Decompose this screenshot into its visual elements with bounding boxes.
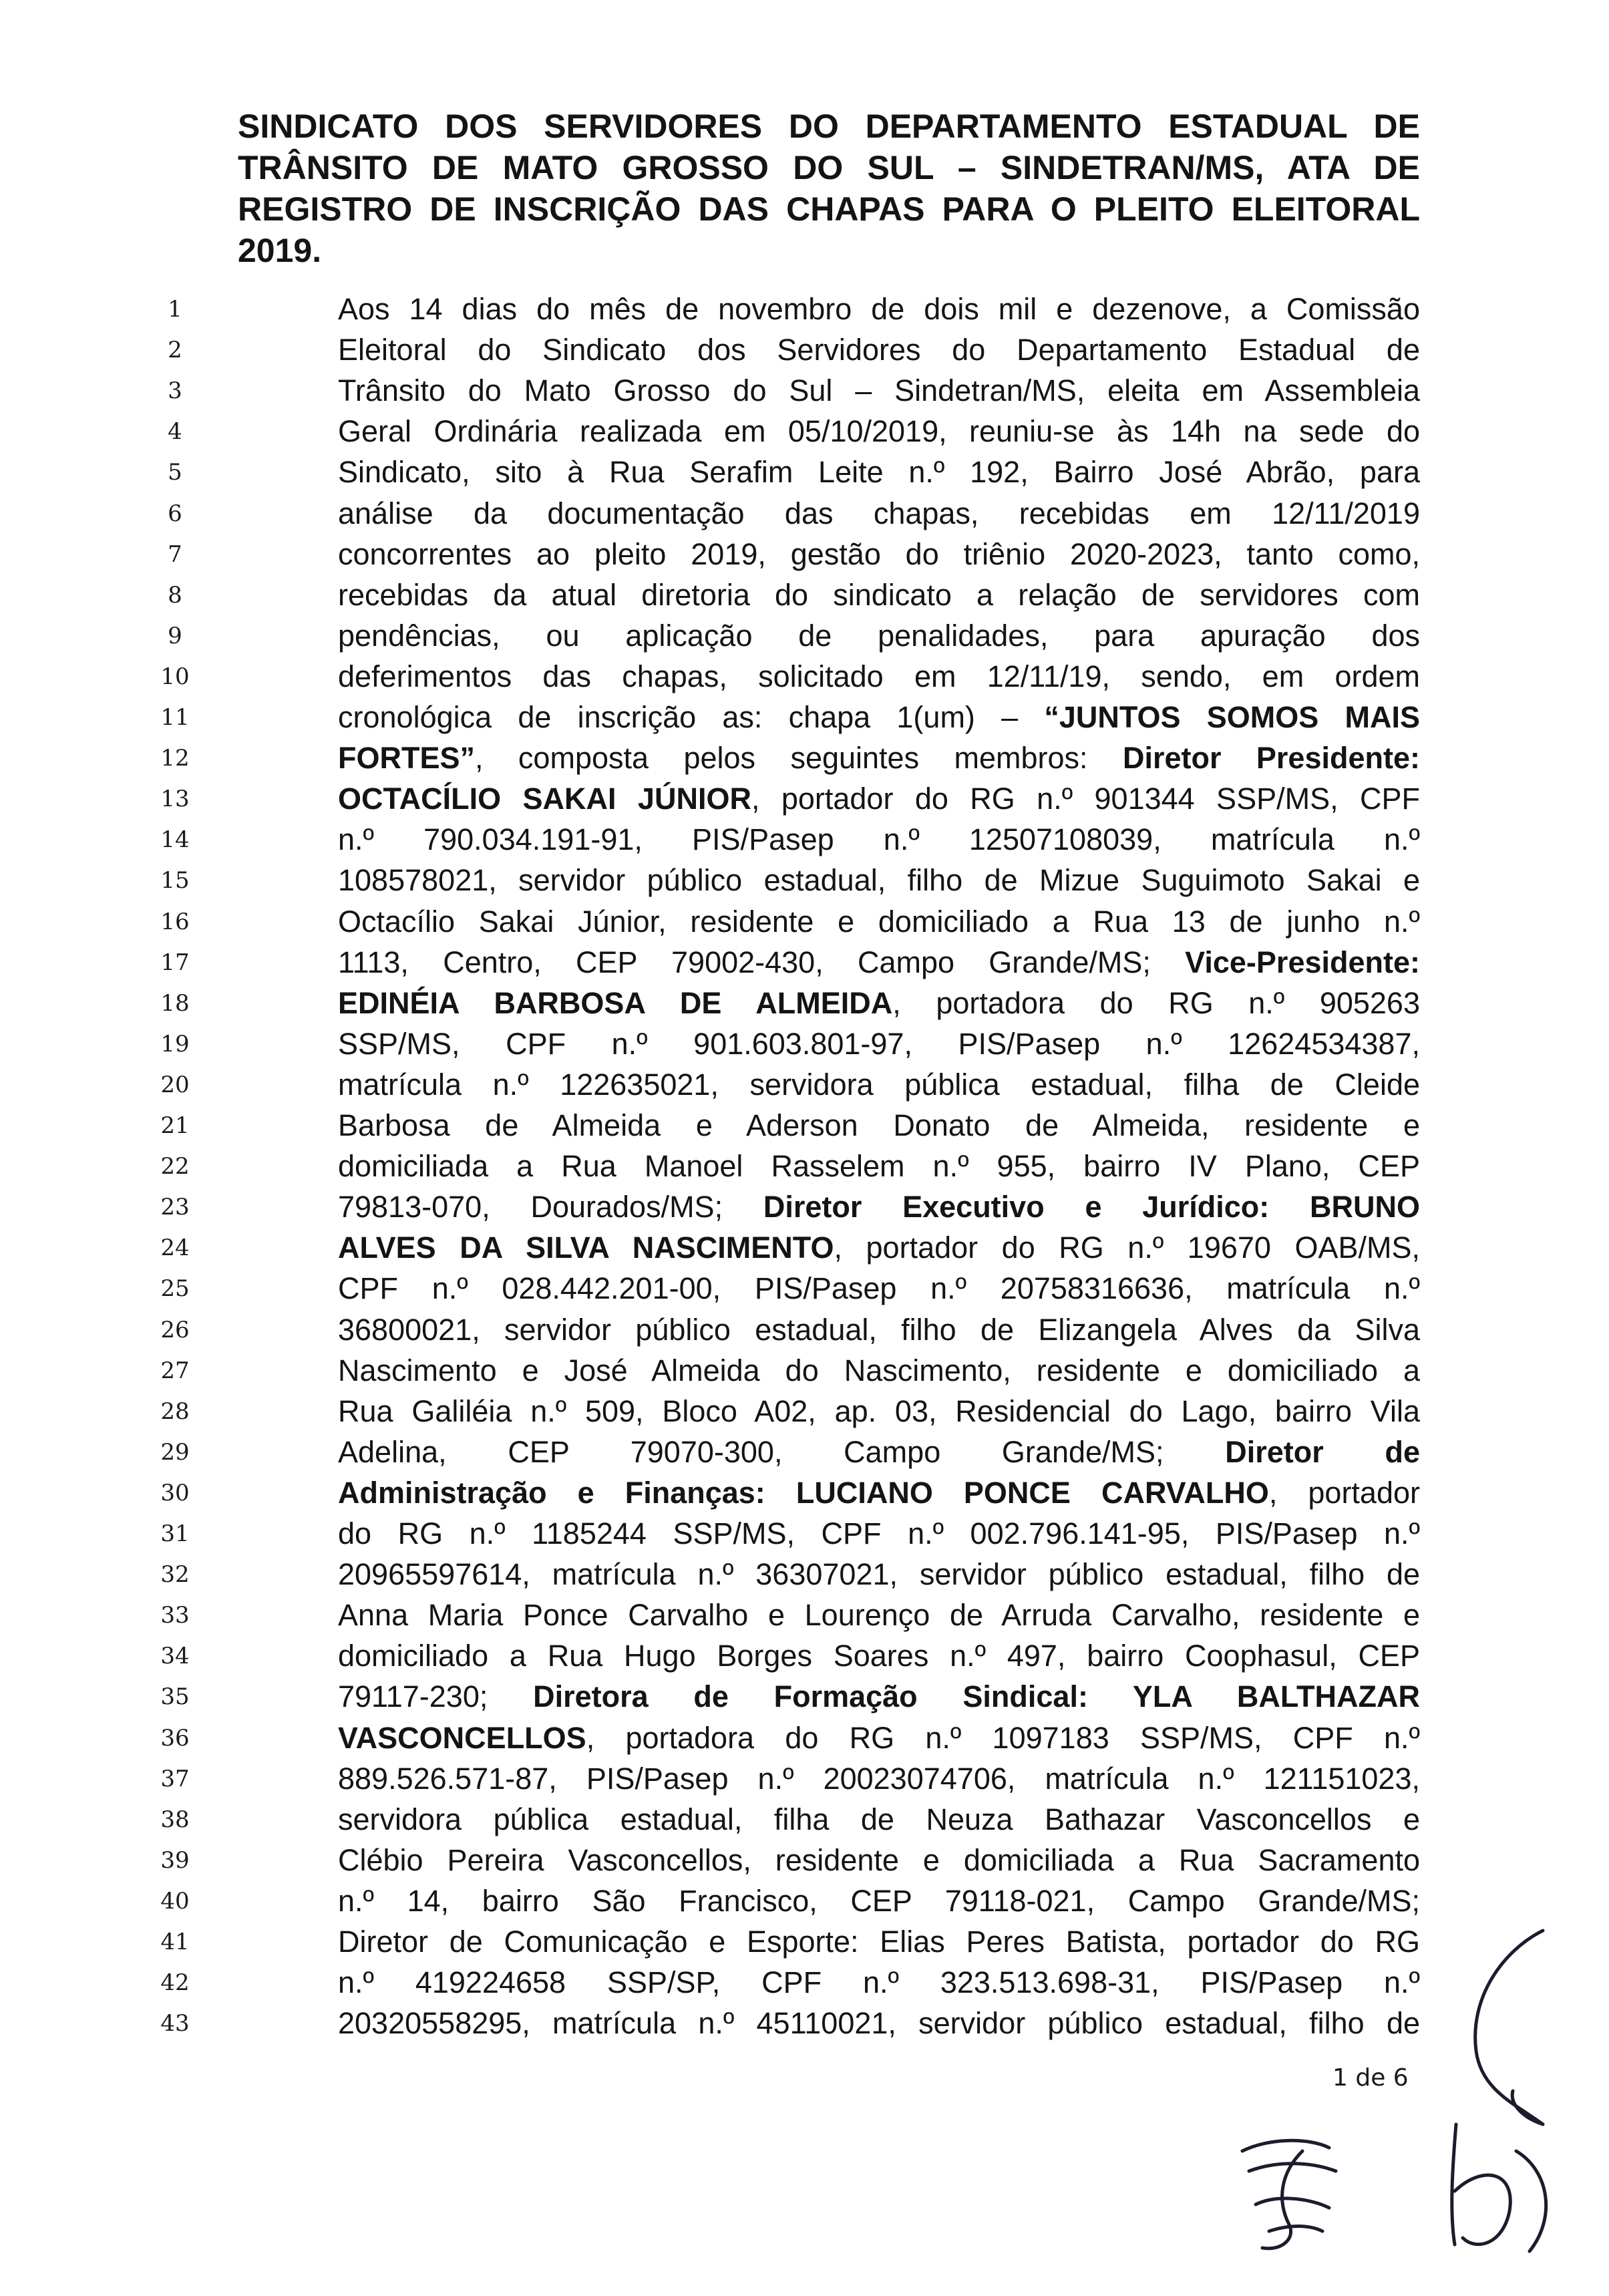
- text-run: , portador do RG n.º 19670 OAB/MS,: [834, 1231, 1420, 1265]
- line-number: 39: [160, 1846, 190, 1874]
- numbered-line: [0, 493, 1609, 534]
- text-run: Aos 14 dias do mês de novembro de dois mil e dezenove, a Comissão: [338, 292, 1420, 326]
- line-number: 19: [160, 1030, 190, 1057]
- text-run: Trânsito do Mato Grosso do Sul – Sindetran/MS, eleita em Assembleia: [338, 373, 1420, 408]
- numbered-line: [0, 370, 1609, 412]
- numbered-line: [0, 1513, 1609, 1554]
- line-number: 43: [160, 2010, 190, 2037]
- line-number: 3: [168, 377, 182, 405]
- text-run: 79117-230;: [338, 1679, 534, 1714]
- numbered-line: [0, 1268, 1609, 1309]
- numbered-line: [0, 1717, 1609, 1759]
- line-text: [338, 1595, 1420, 1636]
- text-run: Nascimento e José Almeida do Nascimento, residente e domiciliado a: [338, 1353, 1420, 1387]
- text-run: 20320558295, matrícula n.º 45110021, servidor público estadual, filho de: [338, 2006, 1420, 2041]
- text-run: domiciliado a Rua Hugo Borges Soares n.º 497, bairro Coophasul, CEP: [338, 1639, 1420, 1673]
- text-run: , portador: [1268, 1475, 1420, 1510]
- numbered-line: [0, 656, 1609, 697]
- text-run: 20965597614, matrícula n.º 36307021, servidor público estadual, filho de: [338, 1557, 1420, 1592]
- numbered-line: [0, 1227, 1609, 1269]
- line-number: 26: [160, 1316, 190, 1343]
- line-number: 22: [160, 1153, 190, 1180]
- bold-text: EDINÉIA BARBOSA DE ALMEIDA: [338, 985, 893, 1020]
- line-text: [338, 2003, 1420, 2044]
- text-run: Clébio Pereira Vasconcellos, residente e domiciliada a Rua Sacramento: [338, 1842, 1420, 1877]
- line-number: 12: [160, 745, 190, 772]
- line-number: 13: [160, 786, 190, 813]
- numbered-line: [0, 1840, 1609, 1881]
- numbered-line: [0, 819, 1609, 860]
- numbered-line: [0, 1105, 1609, 1146]
- line-text: [338, 575, 1420, 616]
- bold-text: Diretor Executivo e Jurídico: BRUNO: [763, 1190, 1420, 1224]
- text-run: n.º 419224658 SSP/SP, CPF n.º 323.513.698-31, PIS/Pasep n.º: [338, 1965, 1420, 2000]
- line-text: [338, 411, 1420, 452]
- line-text: [338, 1432, 1420, 1473]
- line-number: 34: [160, 1643, 190, 1670]
- line-text: [338, 1227, 1420, 1269]
- heading-line: SINDICATO DOS SERVIDORES DO DEPARTAMENTO ESTADUAL DE: [238, 108, 1420, 145]
- line-text: [338, 778, 1420, 820]
- line-text: [338, 1268, 1420, 1309]
- text-run: n.º 14, bairro São Francisco, CEP 79118-021, Campo Grande/MS;: [338, 1883, 1420, 1918]
- line-text: [338, 1350, 1420, 1391]
- line-text: [338, 1717, 1420, 1759]
- line-text: [338, 1513, 1420, 1554]
- line-number: 15: [160, 867, 190, 894]
- text-run: deferimentos das chapas, solicitado em 12/11/19, sendo, em ordem: [338, 659, 1420, 693]
- line-text: [338, 534, 1420, 575]
- bold-text: Diretor Presidente:: [1122, 741, 1420, 776]
- line-text: [338, 452, 1420, 493]
- text-run: Barbosa de Almeida e Aderson Donato de Almeida, residente e: [338, 1108, 1420, 1142]
- numbered-line: [0, 1554, 1609, 1595]
- line-number: 16: [160, 908, 190, 935]
- line-number: 30: [160, 1479, 190, 1506]
- numbered-line: [0, 452, 1609, 493]
- numbered-line: [0, 329, 1609, 371]
- handwritten-initials-left: [1229, 2124, 1349, 2258]
- line-text: [338, 1799, 1420, 1840]
- text-run: Anna Maria Ponce Carvalho e Lourenço de Arruda Carvalho, residente e: [338, 1598, 1420, 1633]
- text-run: Eleitoral do Sindicato dos Servidores do Departamento Estadual de: [338, 333, 1420, 367]
- handwritten-initials-right: [1436, 2111, 1570, 2265]
- line-number: 9: [168, 622, 182, 649]
- line-number: 14: [160, 826, 190, 854]
- text-run: 108578021, servidor público estadual, filho de Mizue Suguimoto Sakai e: [338, 863, 1420, 898]
- line-number: 41: [160, 1929, 190, 1955]
- text-run: domiciliada a Rua Manoel Rasselem n.º 955, bairro IV Plano, CEP: [338, 1149, 1420, 1184]
- line-number: 23: [160, 1194, 190, 1221]
- bold-text: FORTES”: [338, 741, 476, 776]
- line-text: [338, 615, 1420, 657]
- line-number: 24: [160, 1235, 190, 1262]
- bold-text: Vice-Presidente:: [1185, 945, 1420, 979]
- line-number: 35: [160, 1683, 190, 1711]
- numbered-line: [0, 1432, 1609, 1473]
- numbered-line: [0, 1064, 1609, 1106]
- bold-text: OCTACÍLIO SAKAI JÚNIOR: [338, 782, 751, 816]
- line-number: 7: [168, 540, 182, 568]
- numbered-line: [0, 1962, 1609, 2003]
- page-number: 1 de 6: [1332, 2064, 1409, 2092]
- numbered-line: [0, 1023, 1609, 1065]
- line-number: 2: [168, 337, 182, 364]
- text-run: Adelina, CEP 79070-300, Campo Grande/MS;: [338, 1434, 1226, 1469]
- text-run: , portador do RG n.º 901344 SSP/MS, CPF: [751, 782, 1420, 816]
- line-text: [338, 370, 1420, 412]
- line-text: [338, 289, 1420, 330]
- line-text: [338, 1635, 1420, 1677]
- line-text: [338, 1105, 1420, 1146]
- line-number: 38: [160, 1806, 190, 1833]
- line-text: [338, 942, 1420, 983]
- line-text: [338, 493, 1420, 534]
- text-run: 1113, Centro, CEP 79002-430, Campo Grande/MS;: [338, 945, 1186, 979]
- text-run: do RG n.º 1185244 SSP/MS, CPF n.º 002.796.141-95, PIS/Pasep n.º: [338, 1516, 1420, 1550]
- text-run: servidora pública estadual, filha de Neuza Bathazar Vasconcellos e: [338, 1802, 1420, 1836]
- line-text: [338, 1391, 1420, 1432]
- numbered-line: [0, 1595, 1609, 1636]
- line-text: [338, 1186, 1420, 1228]
- numbered-line: [0, 1921, 1609, 1963]
- line-text: [338, 1676, 1420, 1717]
- text-run: , composta pelos seguintes membros:: [475, 741, 1123, 776]
- line-number: 8: [168, 581, 182, 609]
- numbered-line: [0, 1146, 1609, 1187]
- text-run: Octacílio Sakai Júnior, residente e domiciliado a Rua 13 de junho n.º: [338, 904, 1420, 939]
- line-text: [338, 1840, 1420, 1881]
- line-number: 4: [168, 418, 182, 446]
- line-text: [338, 1758, 1420, 1800]
- line-number: 1: [168, 296, 182, 323]
- bold-text: VASCONCELLOS: [338, 1720, 586, 1755]
- text-run: 79813-070, Dourados/MS;: [338, 1190, 763, 1224]
- line-number: 37: [160, 1765, 190, 1792]
- text-run: , portadora do RG n.º 1097183 SSP/MS, CPF n.º: [586, 1720, 1420, 1755]
- line-text: [338, 1023, 1420, 1065]
- numbered-line: [0, 737, 1609, 779]
- heading-line: TRÂNSITO DE MATO GROSSO DO SUL – SINDETRAN/MS, ATA DE: [238, 149, 1420, 186]
- line-number: 29: [160, 1438, 190, 1466]
- text-run: 889.526.571-87, PIS/Pasep n.º 20023074706, matrícula n.º 121151023,: [338, 1761, 1420, 1796]
- numbered-line: [0, 983, 1609, 1024]
- line-number: 27: [160, 1357, 190, 1384]
- line-number: 20: [160, 1071, 190, 1098]
- line-text: [338, 983, 1420, 1024]
- numbered-line: [0, 2003, 1609, 2044]
- line-number: 6: [168, 500, 182, 527]
- numbered-line: [0, 901, 1609, 943]
- line-text: [338, 1309, 1420, 1351]
- numbered-line: [0, 411, 1609, 452]
- line-number: 32: [160, 1561, 190, 1589]
- numbered-line: [0, 778, 1609, 820]
- line-number: 36: [160, 1724, 190, 1752]
- text-run: pendências, ou aplicação de penalidades, para apuração dos: [338, 618, 1420, 653]
- numbered-line: [0, 942, 1609, 983]
- line-number: 10: [160, 663, 190, 690]
- line-number: 40: [160, 1887, 190, 1915]
- text-run: n.º 790.034.191-91, PIS/Pasep n.º 12507108039, matrícula n.º: [338, 822, 1420, 857]
- line-number: 42: [160, 1969, 190, 1997]
- text-run: CPF n.º 028.442.201-00, PIS/Pasep n.º 20758316636, matrícula n.º: [338, 1271, 1420, 1306]
- line-text: [338, 1554, 1420, 1595]
- bold-text: Diretor de: [1225, 1434, 1420, 1469]
- line-text: [338, 329, 1420, 371]
- numbered-line: [0, 534, 1609, 575]
- text-run: concorrentes ao pleito 2019, gestão do triênio 2020-2023, tanto como,: [338, 536, 1420, 571]
- line-number: 17: [160, 949, 190, 976]
- line-text: [338, 1146, 1420, 1187]
- line-text: [338, 1962, 1420, 2003]
- text-run: análise da documentação das chapas, recebidas em 12/11/2019: [338, 496, 1420, 530]
- text-run: matrícula n.º 122635021, servidora pública estadual, filha de Cleide: [338, 1067, 1420, 1102]
- text-run: Rua Galiléia n.º 509, Bloco A02, ap. 03, Residencial do Lago, bairro Vila: [338, 1393, 1420, 1428]
- bold-text: Administração e Finanças: LUCIANO PONCE CARVALHO: [338, 1475, 1269, 1510]
- line-text: [338, 656, 1420, 697]
- text-run: Sindicato, sito à Rua Serafim Leite n.º 192, Bairro José Abrão, para: [338, 455, 1420, 490]
- numbered-line: [0, 289, 1609, 330]
- line-text: [338, 860, 1420, 901]
- bold-text: Diretora de Formação Sindical: YLA BALTHAZAR: [533, 1679, 1420, 1714]
- numbered-line: [0, 1309, 1609, 1351]
- heading-line: REGISTRO DE INSCRIÇÃO DAS CHAPAS PARA O PLEITO ELEITORAL: [238, 190, 1420, 228]
- numbered-line: [0, 1880, 1609, 1922]
- numbered-line: [0, 1758, 1609, 1800]
- line-number: 21: [160, 1112, 190, 1139]
- bold-text: “JUNTOS SOMOS MAIS: [1044, 700, 1420, 734]
- text-run: SSP/MS, CPF n.º 901.603.801-97, PIS/Pasep n.º 12624534387,: [338, 1026, 1420, 1061]
- numbered-line: [0, 575, 1609, 616]
- numbered-line: [0, 697, 1609, 738]
- line-text: [338, 1472, 1420, 1514]
- text-run: Diretor de Comunicação e Esporte: Elias Peres Batista, portador do RG: [338, 1925, 1420, 1959]
- line-number: 31: [160, 1520, 190, 1547]
- text-run: recebidas da atual diretoria do sindicato a relação de servidores com: [338, 577, 1420, 612]
- numbered-line: [0, 1186, 1609, 1228]
- line-text: [338, 1921, 1420, 1963]
- text-run: , portadora do RG n.º 905263: [892, 985, 1420, 1020]
- line-text: [338, 697, 1420, 738]
- line-number: 18: [160, 989, 190, 1017]
- numbered-line: [0, 1676, 1609, 1717]
- text-run: cronológica de inscrição as: chapa 1(um) –: [338, 700, 1045, 734]
- numbered-line: [0, 860, 1609, 901]
- heading-line: 2019.: [238, 232, 322, 269]
- line-text: [338, 901, 1420, 943]
- line-number: 28: [160, 1398, 190, 1425]
- line-number: 33: [160, 1602, 190, 1629]
- line-number: 11: [160, 704, 190, 731]
- line-number: 5: [168, 459, 182, 486]
- numbered-line: [0, 1391, 1609, 1432]
- numbered-line: [0, 1635, 1609, 1677]
- numbered-line: [0, 1799, 1609, 1840]
- line-number: 25: [160, 1275, 190, 1303]
- numbered-line: [0, 615, 1609, 657]
- line-text: [338, 1064, 1420, 1106]
- line-text: [338, 1880, 1420, 1922]
- numbered-line: [0, 1472, 1609, 1514]
- text-run: Geral Ordinária realizada em 05/10/2019, reuniu-se às 14h na sede do: [338, 414, 1420, 449]
- line-text: [338, 737, 1420, 779]
- numbered-line: [0, 1350, 1609, 1391]
- text-run: 36800021, servidor público estadual, filho de Elizangela Alves da Silva: [338, 1312, 1420, 1347]
- bold-text: ALVES DA SILVA NASCIMENTO: [338, 1231, 834, 1265]
- line-text: [338, 819, 1420, 860]
